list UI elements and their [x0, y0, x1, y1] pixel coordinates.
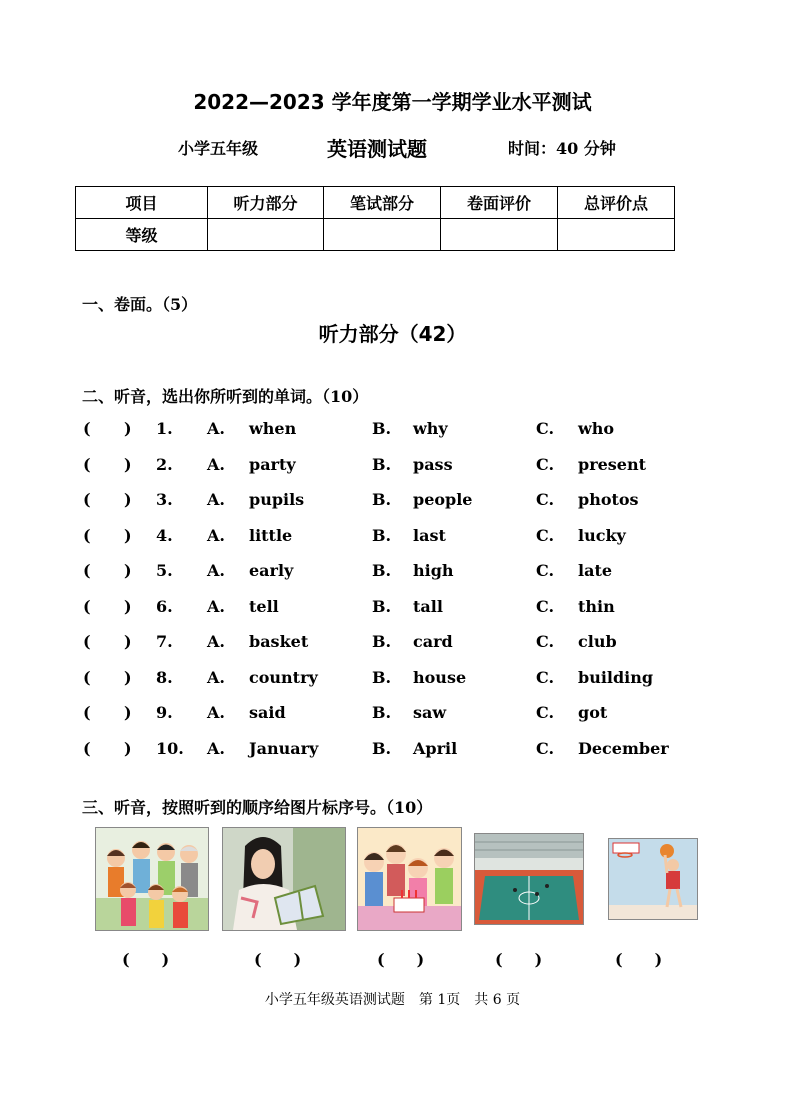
option-a-label: A.: [207, 419, 225, 438]
question-number: 5.: [156, 561, 173, 580]
section-2-title: 二、听音，选出你所听到的单词。（10）: [82, 387, 369, 406]
question-row: [0, 703, 785, 727]
grade-table-header: 笔试部分: [324, 187, 441, 219]
option-b-word: card: [413, 632, 453, 651]
question-row: [0, 597, 785, 621]
option-a-word: early: [249, 561, 294, 580]
answer-paren-close[interactable]: ): [124, 561, 132, 580]
option-a-label: A.: [207, 738, 225, 758]
option-c-label: C.: [536, 703, 555, 722]
answer-paren-open[interactable]: (: [83, 738, 91, 758]
option-a-word: when: [249, 419, 297, 438]
option-c-label: C.: [536, 738, 555, 758]
exam-title: 2022—2023 学年度第一学期学业水平测试: [193, 90, 592, 114]
question-row: [0, 455, 785, 479]
grade-table-header: 听力部分: [208, 187, 324, 219]
answer-paren-close[interactable]: ): [124, 667, 132, 687]
grade-table: [75, 186, 675, 251]
birthday-party-picture: [357, 827, 462, 931]
option-a-word: little: [249, 525, 293, 545]
answer-paren-close[interactable]: ): [124, 738, 132, 758]
option-b-word: saw: [413, 703, 447, 722]
section-3-title: 三、听音，按照听到的顺序给图片标序号。（10）: [82, 798, 433, 817]
answer-paren-close[interactable]: ): [124, 490, 132, 509]
option-b-label: B.: [372, 738, 392, 758]
option-b-label: B.: [372, 419, 392, 438]
picture-5-answer-blank[interactable]: ( ): [615, 950, 663, 969]
listening-heading: 听力部分（42）: [318, 322, 467, 346]
option-b-word: house: [413, 667, 467, 687]
question-row: [0, 419, 785, 443]
question-row: [0, 739, 785, 763]
answer-paren-open[interactable]: (: [83, 667, 91, 687]
question-number: 9.: [156, 703, 173, 722]
answer-paren-close[interactable]: ): [124, 596, 132, 616]
option-c-word: photos: [578, 490, 639, 509]
grade-cell: [208, 219, 324, 251]
option-a-label: A.: [207, 561, 225, 580]
grade-row-label: 等级: [76, 219, 208, 251]
option-b-label: B.: [372, 490, 392, 509]
option-b-word: last: [413, 525, 446, 545]
grade-table-header: 卷面评价: [441, 187, 558, 219]
answer-paren-open[interactable]: (: [83, 561, 91, 580]
grade-cell: [324, 219, 441, 251]
option-c-label: C.: [536, 561, 555, 580]
option-a-word: party: [249, 454, 296, 474]
answer-paren-open[interactable]: (: [83, 525, 91, 545]
grade-cell: [441, 219, 558, 251]
subject-title: 英语测试题: [327, 137, 427, 161]
option-a-word: January: [249, 738, 319, 758]
option-a-label: A.: [207, 703, 225, 722]
option-b-label: B.: [372, 561, 392, 580]
answer-paren-open[interactable]: (: [83, 419, 91, 438]
option-b-label: B.: [372, 632, 392, 651]
picture-1-answer-blank[interactable]: ( ): [122, 950, 170, 969]
option-b-label: B.: [372, 667, 392, 687]
question-number: 8.: [156, 667, 173, 687]
option-c-word: lucky: [578, 525, 626, 545]
option-c-label: C.: [536, 632, 555, 651]
question-number: 10.: [156, 738, 184, 758]
question-row: [0, 526, 785, 550]
option-c-word: present: [578, 454, 647, 474]
question-row: [0, 632, 785, 656]
option-c-label: C.: [536, 596, 555, 616]
option-a-label: A.: [207, 596, 225, 616]
option-c-word: got: [578, 703, 608, 722]
question-number: 3.: [156, 490, 173, 509]
option-b-label: B.: [372, 703, 392, 722]
option-c-word: building: [578, 667, 654, 687]
option-a-word: said: [249, 703, 286, 722]
option-c-label: C.: [536, 419, 555, 438]
answer-paren-open[interactable]: (: [83, 490, 91, 509]
option-b-word: high: [413, 561, 454, 580]
answer-paren-open[interactable]: (: [83, 703, 91, 722]
answer-paren-close[interactable]: ): [124, 419, 132, 438]
answer-paren-open[interactable]: (: [83, 454, 91, 474]
option-c-word: late: [578, 561, 613, 580]
option-c-word: December: [578, 738, 669, 758]
option-b-label: B.: [372, 596, 392, 616]
option-a-word: country: [249, 667, 318, 687]
question-row: [0, 490, 785, 514]
option-b-word: tall: [413, 596, 443, 616]
woman-reading-picture: [222, 827, 346, 931]
question-number: 2.: [156, 454, 173, 474]
option-b-label: B.: [372, 525, 392, 545]
question-row: [0, 561, 785, 585]
grade-table-header: 总评价点: [558, 187, 675, 219]
question-row: [0, 668, 785, 692]
option-a-label: A.: [207, 490, 225, 509]
basketball-player-picture: [608, 838, 698, 920]
option-a-word: tell: [249, 596, 279, 616]
picture-4-answer-blank[interactable]: ( ): [495, 950, 543, 969]
option-a-label: A.: [207, 667, 225, 687]
page-footer: 小学五年级英语测试题 第 1页 共 6 页: [264, 992, 521, 1008]
picture-2-answer-blank[interactable]: ( ): [254, 950, 302, 969]
question-number: 6.: [156, 596, 173, 616]
answer-paren-close[interactable]: ): [124, 632, 132, 651]
option-c-label: C.: [536, 525, 555, 545]
option-a-label: A.: [207, 525, 225, 545]
option-a-label: A.: [207, 632, 225, 651]
option-b-word: April: [413, 738, 458, 758]
section-1-title: 一、卷面。（5）: [82, 295, 198, 314]
grade-table-header: 项目: [76, 187, 208, 219]
option-c-label: C.: [536, 490, 555, 509]
question-number: 4.: [156, 525, 173, 545]
grade-cell: [558, 219, 675, 251]
option-b-word: people: [413, 490, 473, 509]
option-c-label: C.: [536, 667, 555, 687]
answer-paren-close[interactable]: ): [124, 703, 132, 722]
group-of-people-picture: [95, 827, 209, 931]
option-a-word: basket: [249, 632, 309, 651]
option-c-word: who: [578, 419, 615, 438]
answer-paren-close[interactable]: ): [124, 525, 132, 545]
exam-time: 时间：40 分钟: [508, 139, 616, 158]
basketball-court-picture: [474, 833, 584, 925]
answer-paren-open[interactable]: (: [83, 596, 91, 616]
answer-paren-close[interactable]: ): [124, 454, 132, 474]
option-a-label: A.: [207, 454, 225, 474]
grade-label: 小学五年级: [178, 139, 259, 158]
picture-3-answer-blank[interactable]: ( ): [377, 950, 425, 969]
option-c-word: club: [578, 632, 617, 651]
question-number: 7.: [156, 632, 173, 651]
question-number: 1.: [156, 419, 173, 438]
option-b-label: B.: [372, 454, 392, 474]
option-b-word: pass: [413, 454, 453, 474]
option-c-word: thin: [578, 596, 615, 616]
answer-paren-open[interactable]: (: [83, 632, 91, 651]
option-b-word: why: [413, 419, 448, 438]
option-c-label: C.: [536, 454, 555, 474]
option-a-word: pupils: [249, 490, 305, 509]
